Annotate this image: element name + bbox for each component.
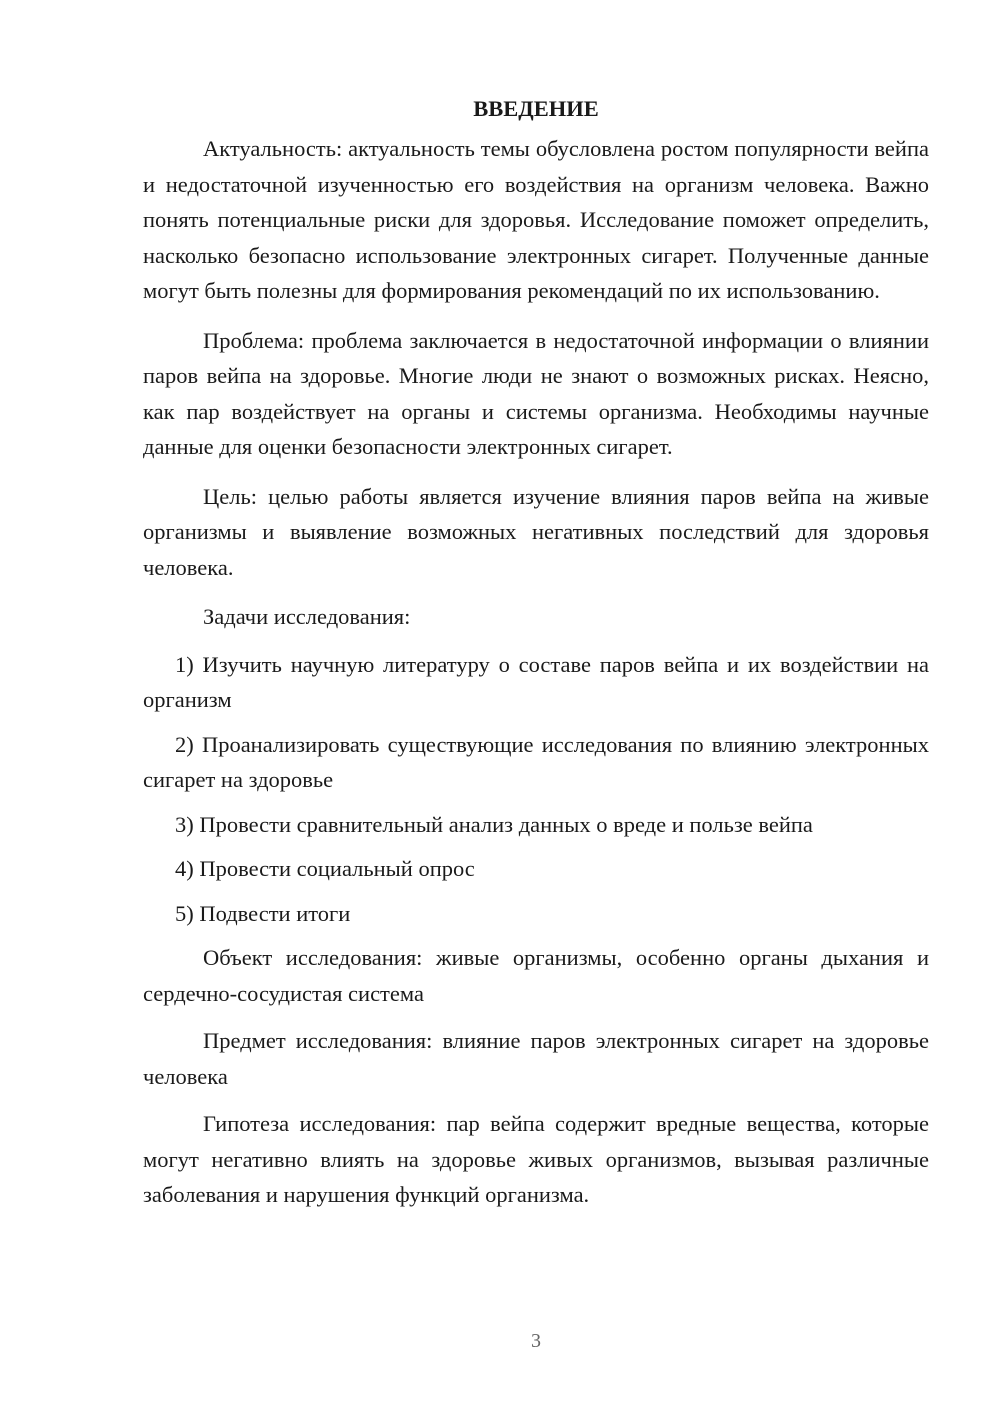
page-number: 3: [531, 1330, 541, 1352]
task-item-5: 5) Подвести итоги: [175, 900, 351, 926]
task-item-2: 2) Проанализировать существующие исследования по влиянию электронных сигарет на здоровье: [143, 731, 929, 792]
tasks-heading: Задачи исследования:: [203, 604, 411, 629]
task-item-3: 3) Провести сравнительный анализ данных о вреде и пользе вейпа: [175, 811, 813, 837]
paragraph-object: Объект исследования: живые организмы, особенно органы дыхания и сердечно-сосудистая система: [143, 945, 929, 1006]
task-item-1: 1) Изучить научную литературу о составе паров вейпа и их воздействии на организм: [143, 651, 929, 712]
paragraph-relevance: Актуальность: актуальность темы обусловлена ростом популярности вейпа и недостаточной изученностью его воздействия на организм человека. Важно понять потенциальные риски для здоровья. Исследование поможет определить, насколько безопасно использование электронных сигарет. Полученные данные могут быть полезны для формирования рекомендаций по их использованию.: [143, 136, 929, 303]
paragraph-goal: Цель: целью работы является изучение влияния паров вейпа на живые организмы и выявление возможных негативных последствий для здоровья человека.: [143, 483, 929, 580]
task-item-4: 4) Провести социальный опрос: [175, 856, 475, 881]
section-title: ВВЕДЕНИЕ: [473, 96, 599, 121]
paragraph-subject: Предмет исследования: влияние паров электронных сигарет на здоровье человека: [143, 1028, 929, 1089]
document-body: [143, 90, 929, 1227]
paragraph-hypothesis: Гипотеза исследования: пар вейпа содержит вредные вещества, которые могут негативно влиять на здоровье живых организмов, вызывая различные заболевания и нарушения функций организма.: [143, 1111, 929, 1207]
paragraph-problem: Проблема: проблема заключается в недостаточной информации о влиянии паров вейпа на здоровье. Многие люди не знают о возможных рисках. Неясно, как пар воздействует на органы и системы организма. Необходимы научные данные для оценки безопасности электронных сигарет.: [143, 327, 929, 459]
